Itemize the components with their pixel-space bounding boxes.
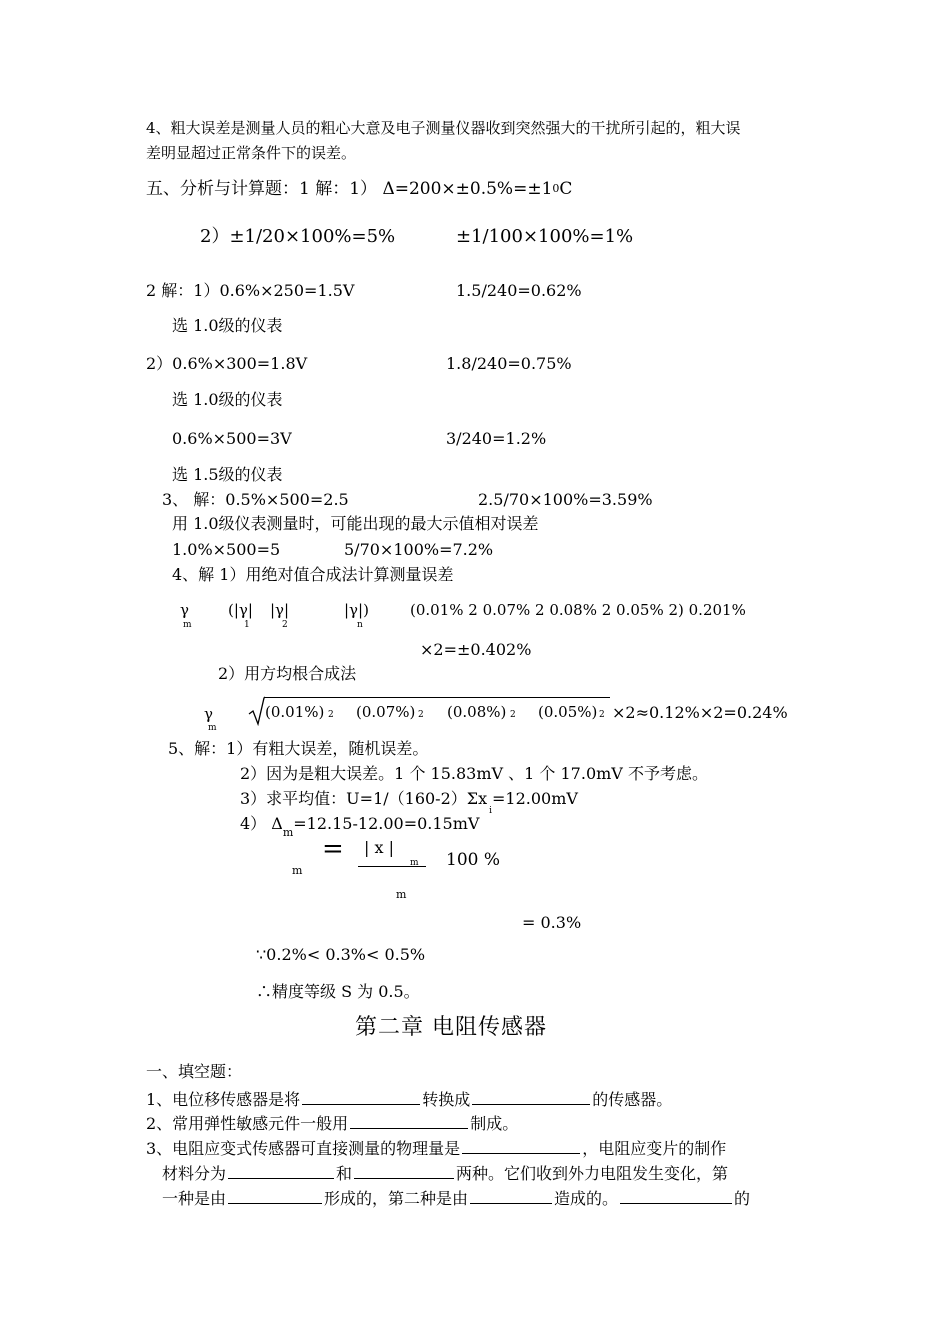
subscript: m — [292, 864, 303, 877]
answer-line — [240, 814, 480, 839]
answer-line: 2 解：1）0.6%×250=1.5V — [146, 281, 355, 300]
text: 1、电位移传感器是将 — [146, 1090, 301, 1109]
formula-term: |γ|) — [344, 601, 369, 619]
formula-term: (0.08%) — [447, 703, 507, 721]
section-heading — [146, 179, 572, 199]
answer-line: 选 1.0级的仪表 — [172, 316, 283, 335]
exponent: 2 — [418, 710, 424, 720]
equals-sign: = — [322, 834, 344, 864]
degree-mark: 0 — [552, 182, 560, 195]
gamma-symbol: γ — [204, 705, 213, 723]
question-line — [162, 1186, 750, 1208]
text: 制成。 — [470, 1114, 519, 1133]
answer-line: 用 1.0级仪表测量时，可能出现的最大示值相对误差 — [172, 514, 539, 533]
answer-line: 1.8/240=0.75% — [446, 354, 572, 373]
conclusion-line: ∴精度等级 S 为 0.5。 — [256, 982, 420, 1001]
formula-result: ×2≈0.12%×2=0.24% — [612, 703, 788, 722]
equation-line: 2）±1/20×100%=5% — [200, 226, 396, 247]
formula-term: |γ| — [270, 601, 290, 619]
answer-line: 2.5/70×100%=3.59% — [478, 490, 653, 509]
text: 的 — [734, 1189, 751, 1208]
sqrt-icon — [248, 696, 266, 726]
section-heading: 一、填空题： — [146, 1062, 243, 1081]
formula-term: (|γ| — [228, 601, 253, 619]
subscript: 2 — [282, 620, 288, 630]
answer-blank[interactable] — [472, 1087, 590, 1105]
answer-line: 2）0.6%×300=1.8V — [146, 354, 308, 373]
answer-blank[interactable] — [228, 1186, 322, 1204]
equation-line: ±1/100×100%=1% — [456, 226, 634, 247]
text: 一种是由 — [162, 1189, 227, 1208]
text: 3、电阻应变式传感器可直接测量的物理量是 — [146, 1139, 461, 1158]
celsius-mark: C — [559, 179, 573, 199]
answer-line: 2）用方均根合成法 — [218, 664, 357, 683]
answer-blank[interactable] — [350, 1111, 468, 1129]
text: 和 — [336, 1164, 353, 1183]
subscript: 1 — [244, 620, 250, 630]
text: =12.15-12.00=0.15mV — [293, 814, 480, 833]
exponent: 2 — [328, 710, 334, 720]
formula-result: ×2=±0.402% — [420, 640, 532, 659]
answer-line: 5、解：1）有粗大误差，随机误差。 — [168, 739, 429, 758]
text: 4） Δ — [240, 814, 283, 833]
answer-line: 5/70×100%=7.2% — [344, 540, 494, 559]
question-line — [146, 1087, 672, 1109]
formula-term: (0.07%) — [356, 703, 416, 721]
answer-line: 3、 解：0.5%×500=2.5 — [162, 490, 349, 509]
sqrt-bar — [264, 697, 610, 698]
answer-line: 4、解 1）用绝对值合成法计算测量误差 — [172, 565, 454, 584]
fraction-bar — [358, 866, 426, 867]
text: 形成的，第二种是由 — [324, 1189, 469, 1208]
answer-line — [240, 789, 578, 816]
text: ，电阻应变片的制作 — [582, 1139, 727, 1158]
fraction-numerator: | x | — [364, 838, 394, 857]
text: 2、常用弹性敏感元件一般用 — [146, 1114, 349, 1133]
result-line: = 0.3% — [522, 913, 582, 932]
text: 造成的。 — [554, 1189, 619, 1208]
gamma-symbol: γ — [180, 601, 189, 619]
answer-blank[interactable] — [354, 1161, 454, 1179]
answer-line: 选 1.5级的仪表 — [172, 465, 283, 484]
conclusion-line: ∵0.2%< 0.3%< 0.5% — [256, 945, 426, 964]
answer-line: 1.0%×500=5 — [172, 540, 281, 559]
answer-line: 选 1.0级的仪表 — [172, 390, 283, 409]
question-line — [146, 1111, 518, 1133]
chapter-title: 第二章 电阻传感器 — [355, 1015, 547, 1040]
answer-blank[interactable] — [462, 1136, 580, 1154]
answer-line: 2）因为是粗大误差。1 个 15.83mV 、1 个 17.0mV 不予考虑。 — [240, 764, 708, 783]
text: 转换成 — [422, 1090, 471, 1109]
text: =12.00mV — [492, 789, 578, 808]
subscript: m — [396, 888, 407, 901]
paragraph-line: 4、粗大误差是测量人员的粗心大意及电子测量仪器收到突然强大的干扰所引起的，粗大误 — [146, 119, 741, 137]
heading-text: 五、分析与计算题：1 解：1） Δ=200×±0.5%=±1 — [146, 179, 553, 199]
formula-values: (0.01% 2 0.07% 2 0.08% 2 0.05% 2) 0.201% — [410, 601, 746, 619]
text: 材料分为 — [162, 1164, 227, 1183]
text: 的传感器。 — [592, 1090, 673, 1109]
subscript: m — [183, 620, 192, 630]
answer-blank[interactable] — [228, 1161, 334, 1179]
answer-blank[interactable] — [302, 1087, 420, 1105]
question-line — [162, 1161, 728, 1183]
subscript: m — [410, 858, 419, 868]
formula-term: (0.05%) — [538, 703, 598, 721]
formula-term: (0.01%) — [265, 703, 325, 721]
answer-line: 3/240=1.2% — [446, 429, 547, 448]
paragraph-line: 差明显超过正常条件下的误差。 — [146, 144, 357, 162]
text: 两种。它们收到外力电阻发生变化，第 — [456, 1164, 729, 1183]
question-line — [146, 1136, 726, 1158]
exponent: 2 — [599, 710, 605, 720]
exponent: 2 — [510, 710, 516, 720]
answer-blank[interactable] — [470, 1186, 552, 1204]
subscript: m — [282, 826, 294, 839]
percent-factor: 100 % — [446, 850, 501, 870]
answer-line: 0.6%×500=3V — [172, 429, 292, 448]
subscript: i — [489, 806, 492, 816]
answer-line: 1.5/240=0.62% — [456, 281, 582, 300]
subscript: n — [357, 620, 363, 630]
text: 3）求平均值：U=1/（160-2）Σx — [240, 789, 488, 808]
subscript: m — [208, 723, 217, 733]
answer-blank[interactable] — [620, 1186, 732, 1204]
